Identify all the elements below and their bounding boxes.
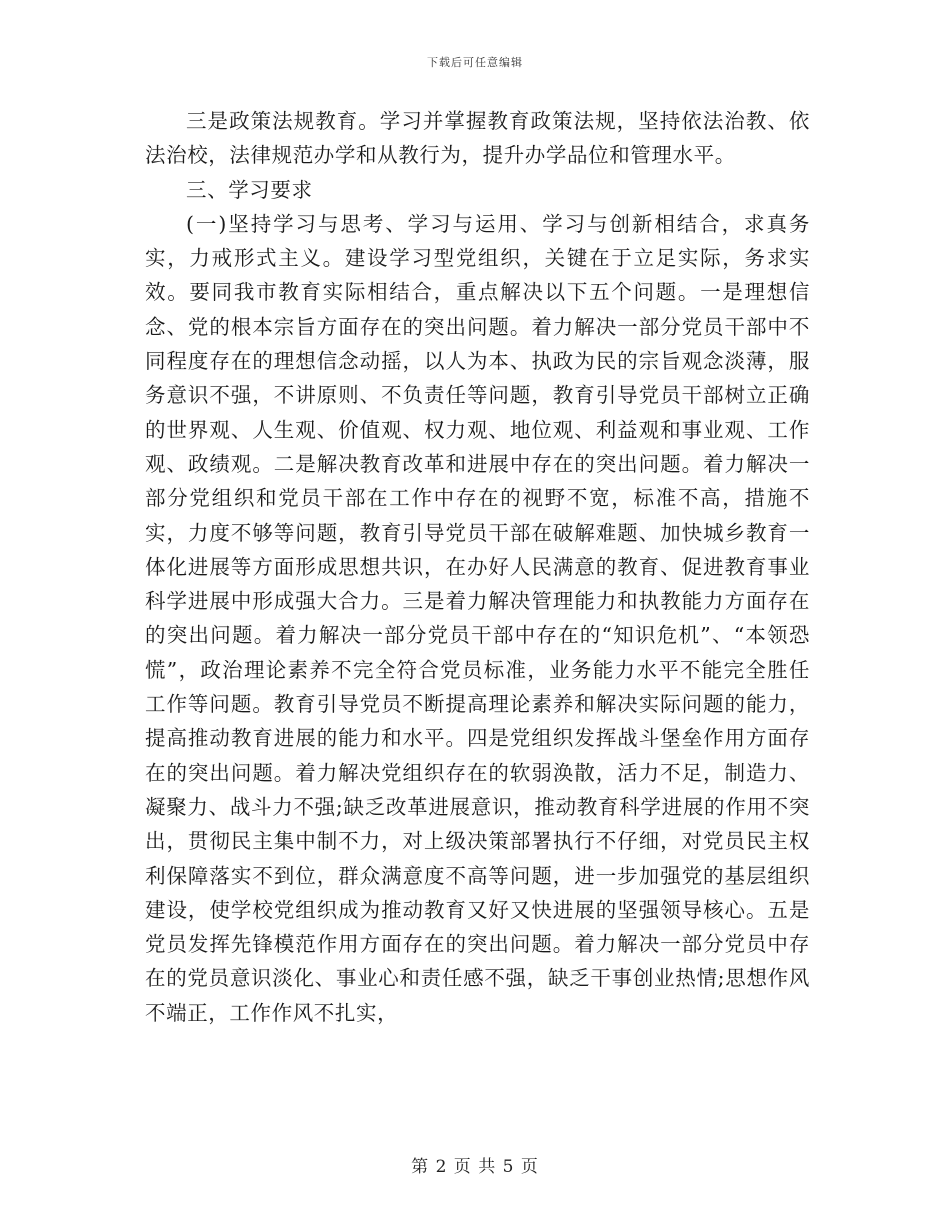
section-heading-study-requirements: 三、学习要求 xyxy=(186,177,313,202)
document-body xyxy=(145,104,810,1030)
page-header: 下载后可任意编辑 xyxy=(427,56,523,69)
page-number-footer: 第 2 页 共 5 页 xyxy=(411,1157,539,1177)
paragraph-study-requirement-1: (一)坚持学习与思考、学习与运用、学习与创新相结合，求真务实，力戒形式主义。建设学习型党组织，关键在于立足实际，务求实效。要同我市教育实际相结合，重点解决以下五个问题。一是理想信念、党的根本宗旨方面存在的突出问题。着力解决一部分党员干部中不同程度存在的理想信念动摇，以人为本、执政为民的宗旨观念淡薄，服务意识不强，不讲原则、不负责任等问题，教育引导党员干部树立正确的世界观、人生观、价值观、权力观、地位观、利益观和事业观、工作观、政绩观。二是解决教育改革和进展中存在的突出问题。着力解决一部分党组织和党员干部在工作中存在的视野不宽，标准不高，措施不实，力度不够等问题，教育引导党员干部在破解难题、加快城乡教育一体化进展等方面形成思想共识，在办好人民满意的教育、促进教育事业科学进展中形成强大合力。三是着力解决管理能力和执教能力方面存在的突出问题。着力解决一部分党员干部中存在的“知识危机”、“本领恐慌”，政治理论素养不完全符合党员标准，业务能力水平不能完全胜任工作等问题。教育引导党员不断提高理论素养和解决实际问题的能力，提高推动教育进展的能力和水平。四是党组织发挥战斗堡垒作用方面存在的突出问题。着力解决党组织存在的软弱涣散，活力不足，制造力、凝聚力、战斗力不强;缺乏改革进展意识，推动教育科学进展的作用不突出，贯彻民主集中制不力，对上级决策部署执行不仔细，对党员民主权利保障落实不到位，群众满意度不高等问题，进一步加强党的基层组织建设，使学校党组织成为推动教育又好又快进展的坚强领导核心。五是党员发挥先锋模范作用方面存在的突出问题。着力解决一部分党员中存在的党员意识淡化、事业心和责任感不强，缺乏干事创业热情;思想作风不端正，工作作风不扎实， xyxy=(145,211,810,1025)
paragraph-policy-education: 三是政策法规教育。学习并掌握教育政策法规，坚持依法治教、依法治校，法律规范办学和从教行为，提升办学品位和管理水平。 xyxy=(145,109,810,168)
